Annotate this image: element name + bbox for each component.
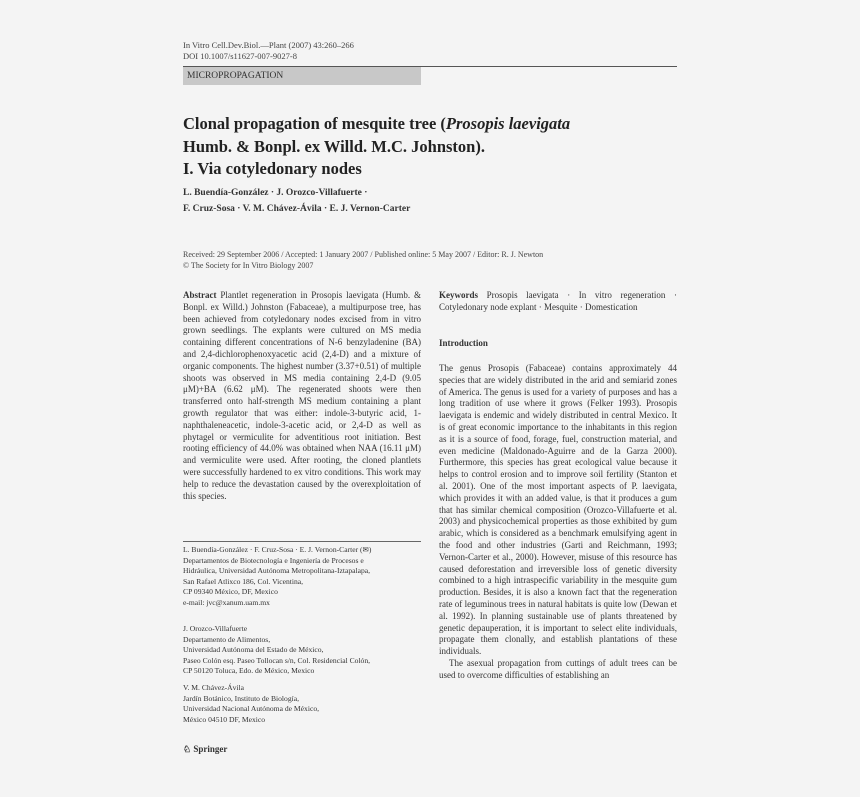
affil-line: Universidad Nacional Autónoma de México, [183, 704, 320, 713]
title-line3: I. Via cotyledonary nodes [183, 159, 362, 178]
doi-line: DOI 10.1007/s11627-007-9027-8 [183, 51, 297, 61]
received-info [183, 249, 683, 271]
affil-line: México 04510 DF, Mexico [183, 714, 266, 724]
intro-paragraph-1: The genus Prosopis (Fabaceae) contains approximately 44 species that are widely distributed in the arid and semiarid zones of America. The genus is used for a variety of purposes and has a long tradition of use where it grows (Felker 1993). Prosopis laevigata is endemic and widely distributed in central Mexico. It is of great economic importance to the inhabitants in this region as it is a source of food, forage, fuel, construction material, and even medicine (Maldonado-Aguirre and de la Garza 2000). Furthermore, this species has great ecological value because it helps to control erosion and to improve soil fertility (Stanton et al. 2001). One of the most important aspects of P. laevigata, which provides it with an added value, is that it produces a gum that has similar chemical composition (Orozco-Villafuerte et al. 2003) and physicochemical properties as those exhibited by gum arabic, which is considered as a benchmark emulsifying agent in the food and other industries (Garti and Reichmann, 1993; Vernon-Carter et al., 2000). However, misuse of this resource has caused deforestation and irreversible loss of genetic diversity combined to a high intraspecific variability in the mesquite gum production. Besides, it is also a known fact that the regeneration rate of leguminous trees in natural habitats is quite low (Dewan et al. 1992). In planning sustainable use of plants threatened by genetic depauperation, it is important to select elite individuals, propagate them clonally, and establish plantations of these individuals. [439, 363, 677, 657]
springer-horse-icon: ♘ [183, 744, 192, 754]
journal-line: In Vitro Cell.Dev.Biol.—Plant (2007) 43:260–266 [183, 40, 354, 50]
keywords-text: Prosopis laevigata · In vitro regeneration · Cotyledonary node explant · Mesquite · Domestication [439, 290, 677, 312]
affil-line: CP 50120 Toluca, Edo. de México, Mexico [183, 666, 315, 675]
affil-line: Departamentos de Biotecnología e Ingeniería de Procesos e [183, 555, 364, 565]
affil-email: e-mail: jvc@xanum.uam.mx [183, 597, 270, 607]
affiliation-block-2 [183, 624, 421, 677]
introduction-heading: Introduction [439, 338, 488, 348]
affil-line: Universidad Autónoma del Estado de México, [183, 645, 324, 654]
publisher-logo [183, 744, 227, 755]
abstract-label: Abstract [183, 290, 217, 300]
affiliation-block-1 [183, 545, 421, 608]
publisher-name: Springer [193, 744, 228, 754]
affil-line: L. Buendía-González · F. Cruz-Sosa · E. J. Vernon-Carter (✉) [183, 545, 372, 554]
affil-line: San Rafael Atlixco 186, Col. Vicentina, [183, 576, 304, 586]
affil-line: J. Orozco-Villafuerte [183, 624, 248, 633]
affiliation-rule [183, 541, 421, 542]
intro-paragraph-2: The asexual propagation from cuttings of adult trees can be used to overcome difficulties of establishing an [439, 657, 677, 680]
abstract [183, 290, 421, 502]
keywords [439, 290, 677, 314]
affil-line: Paseo Colón esq. Paseo Tollocan s/n, Col. Residencial Colón, [183, 655, 371, 665]
journal-header [183, 40, 354, 62]
keywords-label: Keywords [439, 290, 478, 300]
title-line1-italic: Prosopis laevigata [445, 114, 571, 133]
copyright-line: © The Society for In Vitro Biology 2007 [183, 261, 314, 270]
affil-line: Jardín Botánico, Instituto de Biología, [183, 693, 300, 703]
received-dates: Received: 29 September 2006 / Accepted: 1 January 2007 / Published online: 5 May 2007 / Editor: R. J. Newton [183, 250, 544, 259]
authors-line1: L. Buendía-González · J. Orozco-Villafuerte · [183, 188, 368, 198]
affil-line: CP 09340 México, DF, Mexico [183, 587, 278, 596]
title-line1-pre: Clonal propagation of mesquite tree ( [183, 114, 446, 133]
authors-line2: F. Cruz-Sosa · V. M. Chávez-Ávila · E. J. Vernon-Carter [183, 204, 411, 214]
affil-line: Departamento de Alimentos, [183, 634, 271, 644]
title-line2: Humb. & Bonpl. ex Willd. M.C. Johnston). [183, 136, 485, 156]
introduction-body [439, 363, 677, 682]
section-label: MICROPROPAGATION [183, 67, 421, 85]
affiliation-block-3 [183, 683, 421, 725]
abstract-text: Plantlet regeneration in Prosopis laevigata (Humb. & Bonpl. ex Willd.) Johnston (Fabaceae), a multipurpose tree, has been achieved from cotyledonary nodes excised from in vitro grown seedlings. The explants were cultured on MS media containing different concentrations of N-6 benzyladenine (BA) and 2,4-dichlorophenoxyacetic acid (2,4-D) and a mixture of organic components. The highest number (3.37+0.51) of multiple shoots was observed in MS media containing 2,4-D (9.05 μM)+BA (6.62 μM). The regenerated shoots were then transferred onto half-strength MS medium containing a plant growth regulator that was either: indole-3-butyric acid, 1-naphthaleneacetic, indole-3-acetic acid, or 2,4-D as well as phytagel or vermiculite for adventitious root initiation. Best rooting efficiency of 44.0% was obtained when NAA (16.11 μM) and vermiculite were used. After rooting, the cloned plantlets were successfully hardened to ex vitro conditions. This work may help to reduce the devastation caused by the overexploitation of this species. [183, 290, 421, 501]
affil-line: Hidráulica, Universidad Autónoma Metropolitana-Iztapalapa, [183, 566, 371, 575]
article-title [183, 113, 683, 181]
author-list [183, 185, 410, 217]
affil-line: V. M. Chávez-Ávila [183, 683, 245, 692]
